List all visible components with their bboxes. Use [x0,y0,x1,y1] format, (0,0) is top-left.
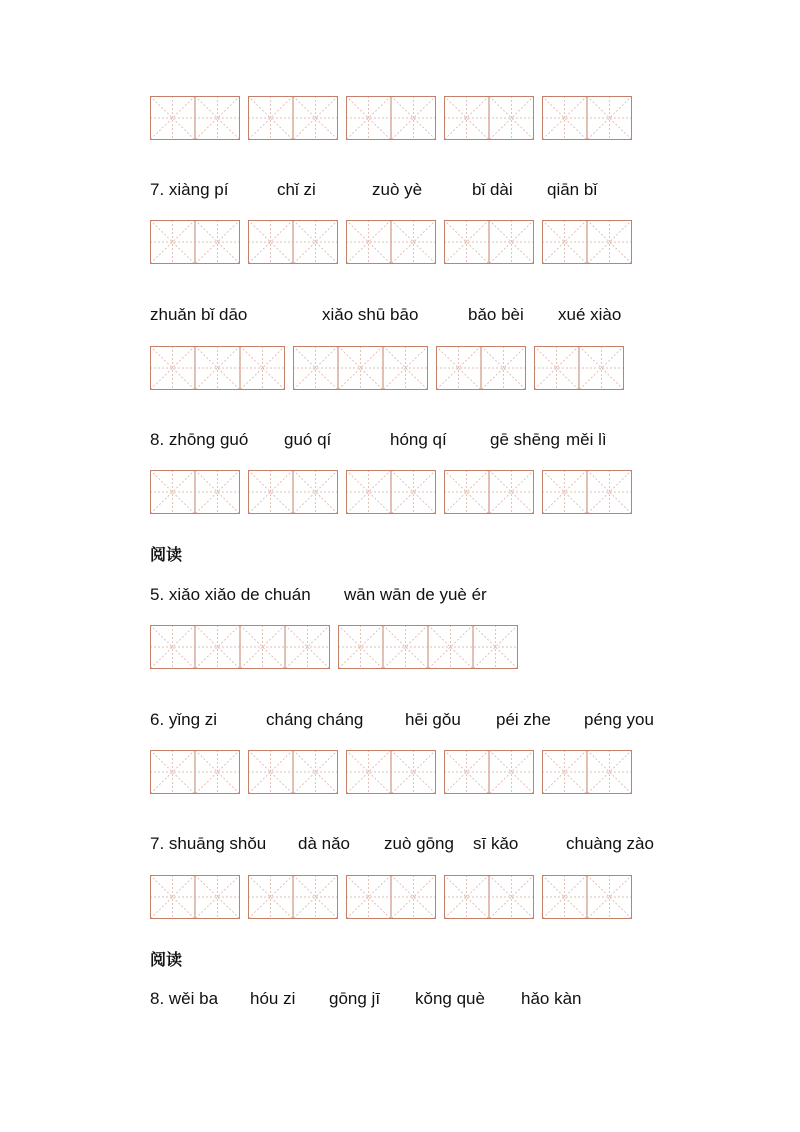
character-box [346,220,436,264]
pinyin-word: 7. xiàng pí [150,180,229,199]
character-box [346,750,436,794]
pinyin-line [150,428,750,452]
pinyin-word: hóu zi [250,989,296,1008]
character-box [248,220,338,264]
character-box [150,875,240,919]
character-box [248,875,338,919]
pinyin-word: xué xiào [558,305,622,324]
character-box [542,875,632,919]
character-box [150,96,240,140]
writing-grid-row [150,346,770,392]
writing-grid-row [150,470,770,516]
pinyin-word: guó qí [284,430,332,449]
pinyin-word: měi lì [566,430,607,449]
character-box [293,346,428,390]
pinyin-word: hǎo kàn [521,989,582,1008]
writing-grid-row [150,750,770,796]
pinyin-word: gōng jī [329,989,381,1008]
character-box [346,875,436,919]
writing-grid-row [150,220,770,266]
character-box [444,875,534,919]
character-box [542,470,632,514]
character-box [436,346,526,390]
pinyin-word: zhuǎn bǐ dāo [150,305,248,324]
character-box [248,96,338,140]
pinyin-word: hóng qí [390,430,447,449]
section-heading: 阅读 [150,545,183,564]
character-box [444,750,534,794]
character-box [534,346,624,390]
pinyin-word: 8. wěi ba [150,989,219,1008]
pinyin-word: 5. xiǎo xiǎo de chuán [150,585,311,604]
pinyin-word: 6. yǐng zi [150,710,218,729]
pinyin-word: bǐ dài [472,180,513,199]
pinyin-word: zuò gōng [384,834,454,853]
character-box [444,220,534,264]
pinyin-line [150,987,750,1011]
character-box [542,750,632,794]
section-heading: 阅读 [150,950,183,969]
pinyin-word: péi zhe [496,710,551,729]
pinyin-word: sī kǎo [473,834,519,853]
pinyin-word: cháng cháng [266,710,364,729]
pinyin-word: wān wān de yuè ér [344,585,487,604]
writing-grid-row [150,96,770,142]
pinyin-line [150,832,750,856]
character-box [444,470,534,514]
character-box [248,470,338,514]
pinyin-word: chǐ zi [277,180,316,199]
pinyin-word: xiǎo shū bāo [322,305,419,324]
pinyin-word: qiān bǐ [547,180,598,199]
pinyin-word: kǒng què [415,989,485,1008]
character-box [346,96,436,140]
character-box [150,220,240,264]
character-box [542,96,632,140]
character-box [150,750,240,794]
character-box [150,346,285,390]
writing-grid-row [150,875,770,921]
pinyin-line [150,178,750,202]
character-box [444,96,534,140]
character-box [338,625,518,669]
pinyin-word: péng you [584,710,654,729]
pinyin-word: zuò yè [372,180,423,199]
pinyin-word: gē shēng [490,430,560,449]
character-box [248,750,338,794]
character-box [150,625,330,669]
pinyin-line [150,303,750,327]
pinyin-word: hēi gǒu [405,710,461,729]
character-box [346,470,436,514]
writing-grid-row [150,625,770,671]
pinyin-word: 8. zhōng guó [150,430,249,449]
pinyin-word: bǎo bèi [468,305,524,324]
character-box [542,220,632,264]
character-box [150,470,240,514]
pinyin-word: chuàng zào [566,834,654,853]
pinyin-line [150,583,750,607]
pinyin-word: dà nǎo [298,834,350,853]
pinyin-word: 7. shuāng shǒu [150,834,267,853]
pinyin-line [150,708,750,732]
